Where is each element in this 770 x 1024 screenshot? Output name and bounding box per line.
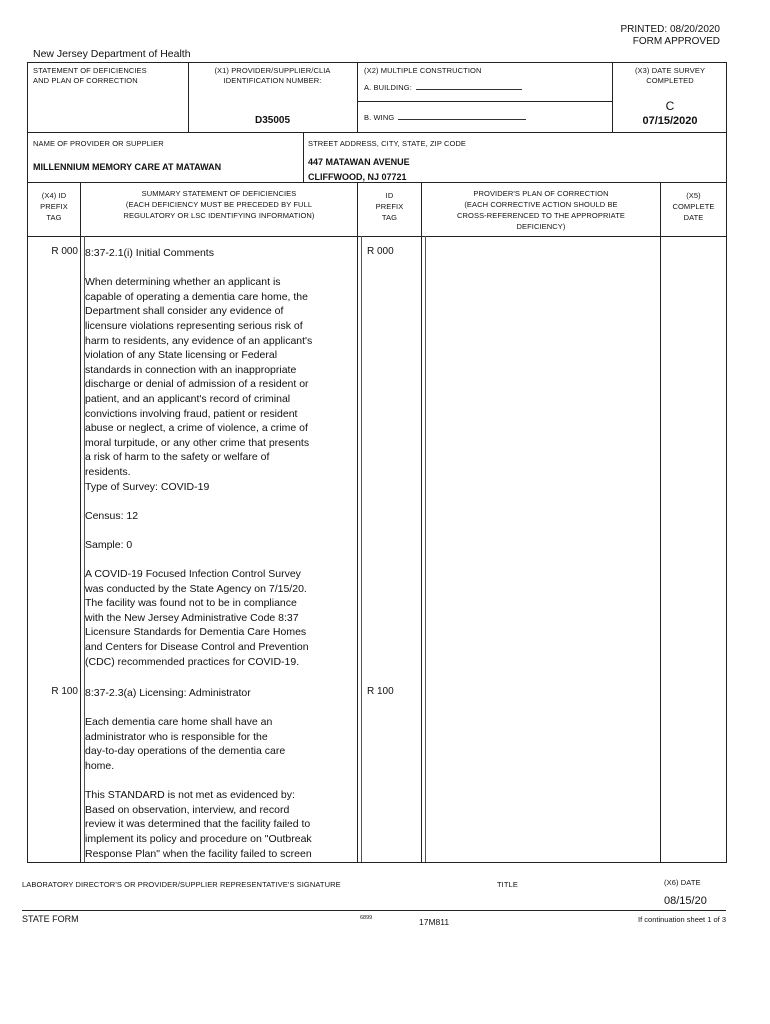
signature-label: LABORATORY DIRECTOR'S OR PROVIDER/SUPPLIER REPRESENTATIVE'S SIGNATURE — [22, 880, 341, 889]
prefix-tag: R 000 — [51, 246, 78, 257]
id-header: ID PREFIX TAG — [375, 191, 404, 222]
plan-header: PROVIDER'S PLAN OF CORRECTION (EACH CORRECTIVE ACTION SHOULD BE CROSS-REFERENCED TO THE APPROPRIATE DEFICIENCY) — [457, 189, 625, 231]
printed-date: PRINTED: 08/20/2020 — [620, 24, 720, 35]
provider-address: 447 MATAWAN AVENUE CLIFFWOOD, NJ 07721 — [308, 157, 410, 182]
wing-field: B. WING — [364, 113, 526, 122]
continuation-sheet: If continuation sheet 1 of 3 — [638, 915, 726, 924]
identification-number: D35005 — [254, 115, 291, 126]
deficiency-paragraph: A COVID-19 Focused Infection Control Survey was conducted by the State Agency on 7/15/20. The facility was found not to be in compliance with the New Jersey Administrative Code 8:37 Licensure Standards for Dementia Care Homes and Centers for Disease Control and Prevention (CDC) recommended practices for COVID-19. — [85, 568, 309, 668]
deficiency-entry — [85, 686, 355, 861]
survey-date: 07/15/2020 — [642, 115, 698, 127]
summary-header: SUMMARY STATEMENT OF DEFICIENCIES (EACH DEFICIENCY MUST BE PRECEDED BY FULL REGULATORY OR LSC IDENTIFYING INFORMATION) — [123, 189, 315, 220]
agency-name: New Jersey Department of Health — [33, 48, 191, 60]
form-number: 6899 — [360, 915, 373, 921]
id-prefix-tag: R 000 — [367, 246, 394, 257]
title-label: TITLE — [497, 880, 518, 889]
prefix-tag: R 100 — [51, 686, 78, 697]
x2-label: (X2) MULTIPLE CONSTRUCTION — [364, 66, 482, 75]
form-approved: FORM APPROVED — [632, 36, 720, 47]
x3-label: (X3) DATE SURVEY COMPLETED — [634, 66, 706, 85]
x4-header: (X4) ID PREFIX TAG — [40, 191, 68, 222]
x6-date-label: (X6) DATE — [664, 878, 701, 887]
deficiency-paragraph: Each dementia care home shall have an administrator who is responsible for the day-to-day operations of the dementia care home. — [85, 716, 286, 772]
building-field: A. BUILDING: — [364, 83, 522, 92]
statement-label: STATEMENT OF DEFICIENCIES AND PLAN OF CORRECTION — [33, 66, 147, 85]
deficiency-entry — [85, 246, 355, 684]
signature-date: 08/15/20 — [664, 895, 707, 907]
event-id: 17M811 — [419, 917, 450, 927]
provider-name-label: NAME OF PROVIDER OR SUPPLIER — [33, 139, 164, 148]
x1-label: (X1) PROVIDER/SUPPLIER/CLIA IDENTIFICATION NUMBER: — [214, 66, 331, 85]
deficiency-title: 8:37-2.1(i) Initial Comments — [85, 247, 214, 259]
id-prefix-tag: R 100 — [367, 686, 394, 697]
x5-header: (X5) COMPLETE DATE — [672, 191, 715, 222]
print-info — [621, 24, 721, 48]
provider-name: MILLENNIUM MEMORY CARE AT MATAWAN — [33, 162, 222, 172]
deficiency-paragraph: Census: 12 — [85, 509, 139, 522]
address-label: STREET ADDRESS, CITY, STATE, ZIP CODE — [308, 139, 467, 148]
survey-code: C — [665, 99, 675, 113]
deficiency-title: 8:37-2.3(a) Licensing: Administrator — [85, 687, 251, 699]
deficiency-paragraph: This STANDARD is not met as evidenced by: Based on observation, interview, and record review it was determined that the facility failed to implement its policy and procedure on "Outbreak Response Plan" when the facility failed to screen — [85, 789, 312, 860]
deficiency-paragraph: Sample: 0 — [85, 538, 133, 551]
deficiency-paragraph: When determining whether an applicant is capable of operating a dementia care home, the Department shall consider any evidence of licensure violations representing serious risk of harm to residents, any evidence of an applicant's violation of any State licensing or Federal standards in connection with an inappropriate discharge or denial of admission of a resident or patient, and an applicant's record of criminal convictions involving fraud, patient or resident abuse or neglect, a crime of violence, a crime of moral turpitude, or any other crime that presents a risk of harm to the safety or welfare of residents. Type of Survey: COVID-19 — [85, 276, 313, 493]
state-form-label: STATE FORM — [22, 914, 79, 924]
